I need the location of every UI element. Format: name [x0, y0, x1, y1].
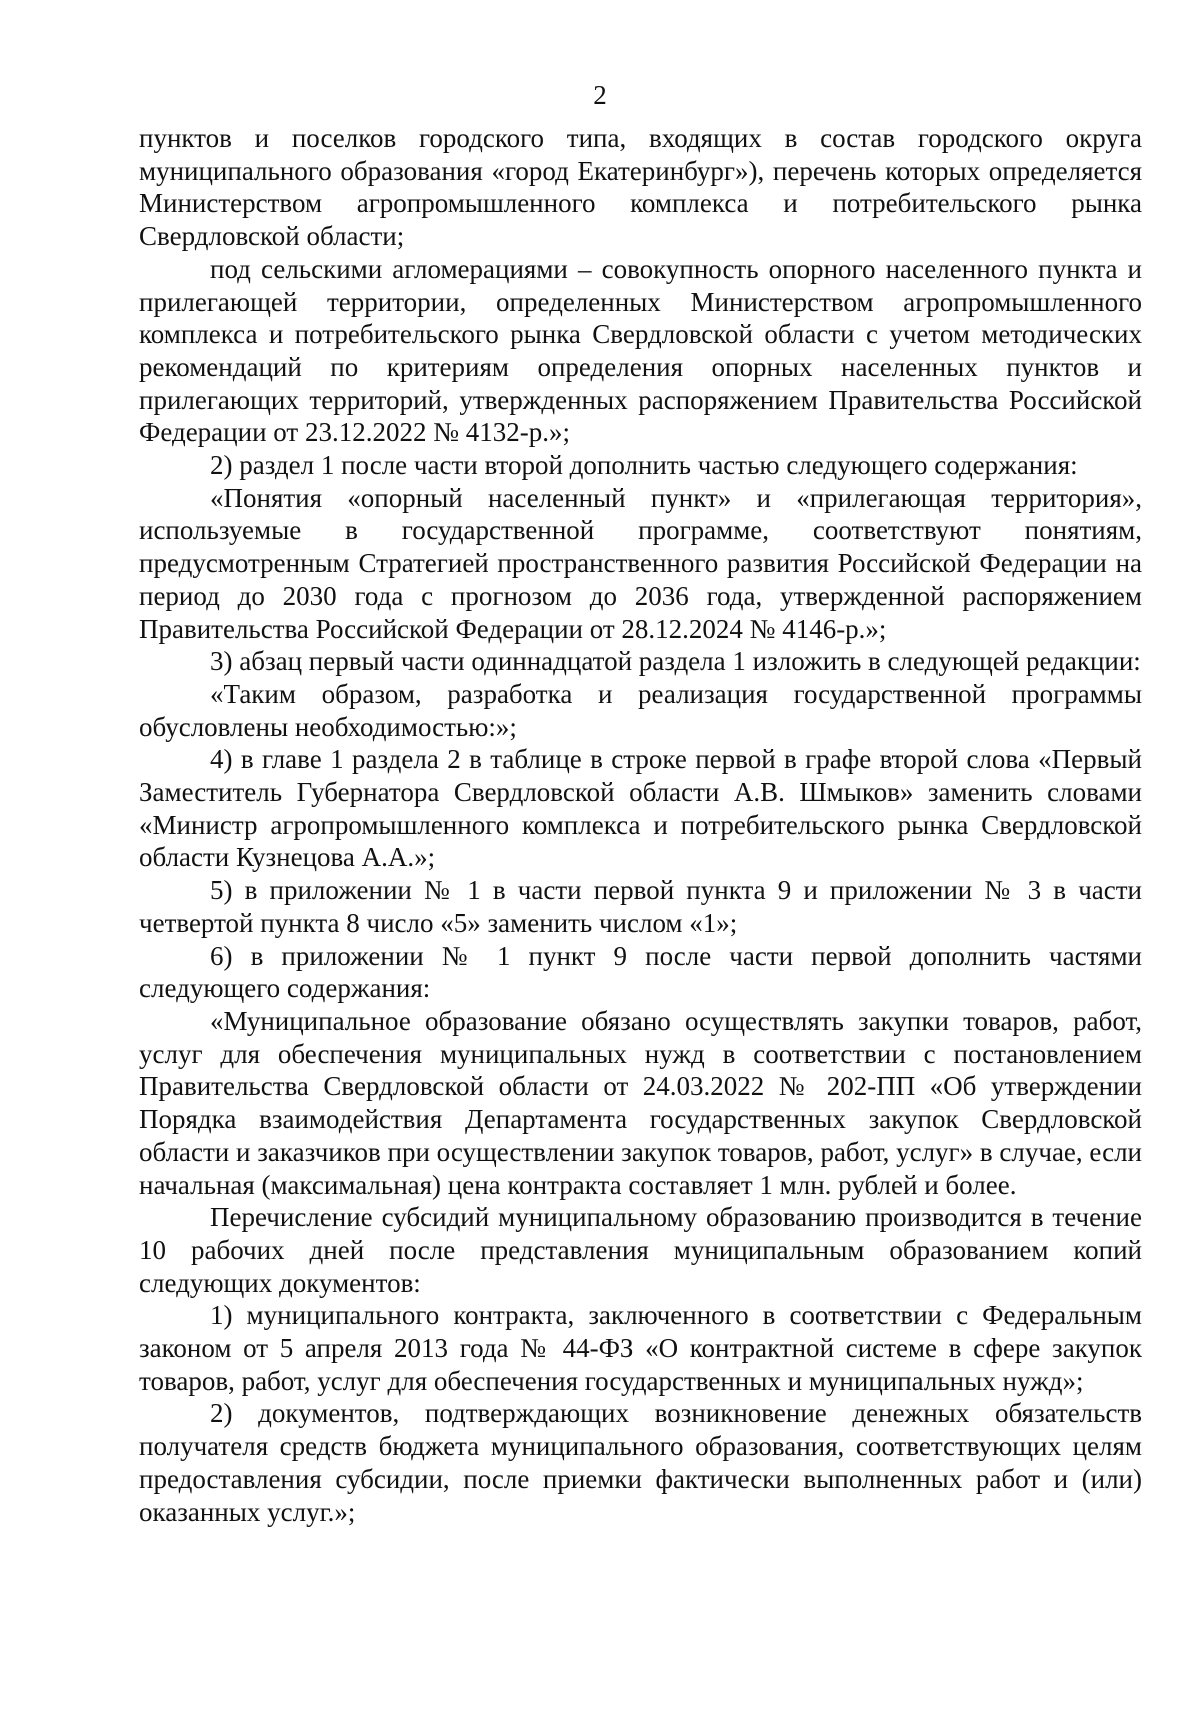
- paragraph: 5) в приложении № 1 в части первой пункта 9 и приложении № 3 в части четвертой пункта 8 число «5» заменить числом «1»;: [139, 875, 1142, 938]
- paragraph: 3) абзац первый части одиннадцатой раздела 1 изложить в следующей редакции:: [210, 646, 1141, 677]
- paragraph: 2) документов, подтверждающих возникновение денежных обязательств получателя средств бюджета муниципального образования, соответствующих целям предоставления субсидии, после приемки фактически выполненных работ и (или) оказанных услуг.»;: [139, 1398, 1142, 1527]
- paragraph: 1) муниципального контракта, заключенного в соответствии с Федеральным законом от 5 апреля 2013 года № 44-ФЗ «О контрактной системе в сфере закупок товаров, работ, услуг для обеспечения государственных и муниципальных нужд»;: [139, 1300, 1142, 1396]
- document-body: [139, 122, 1142, 1528]
- paragraph: пунктов и поселков городского типа, входящих в состав городского округа муниципального образования «город Екатеринбург»), перечень которых определяется Министерством агропромышленного комплекса и потребительского рынка Свердловской области;: [139, 123, 1142, 252]
- paragraph: 4) в главе 1 раздела 2 в таблице в строке первой в графе второй слова «Первый Заместитель Губернатора Свердловской области А.В. Шмыков» заменить словами «Министр агропромышленного комплекса и потребительского рынка Свердловской области Кузнецова А.А.»;: [139, 744, 1142, 873]
- paragraph: Перечисление субсидий муниципальному образованию производится в течение 10 рабочих дней после представления муниципальным образованием копий следующих документов:: [139, 1202, 1142, 1298]
- paragraph: «Муниципальное образование обязано осуществлять закупки товаров, работ, услуг для обеспечения муниципальных нужд в соответствии с постановлением Правительства Свердловской области от 24.03.2022 № 202-ПП «Об утверждении Порядка взаимодействия Департамента государственных закупок Свердловской области и заказчиков при осуществлении закупок товаров, работ, услуг» в случае, если начальная (максимальная) цена контракта составляет 1 млн. рублей и более.: [139, 1005, 1142, 1200]
- paragraph: «Понятия «опорный населенный пункт» и «прилегающая территория», используемые в государственной программе, соответствуют понятиям, предусмотренным Стратегией пространственного развития Российской Федерации на период до 2030 года с прогнозом до 2036 года, утвержденной распоряжением Правительства Российской Федерации от 28.12.2024 № 4146-р.»;: [139, 482, 1142, 644]
- paragraph: 2) раздел 1 после части второй дополнить частью следующего содержания:: [210, 450, 1078, 481]
- paragraph: «Таким образом, разработка и реализация государственной программы обусловлены необходимостью:»;: [139, 678, 1142, 742]
- page-number: 2: [593, 80, 607, 110]
- paragraph: под сельскими агломерациями – совокупность опорного населенного пункта и прилегающей территории, определенных Министерством агропромышленного комплекса и потребительского рынка Свердловской области с учетом методических рекомендаций по критериям определения опорных населенных пунктов и прилегающих территорий, утвержденных распоряжением Правительства Российской Федерации от 23.12.2022 № 4132-р.»;: [139, 253, 1142, 448]
- paragraph: 6) в приложении № 1 пункт 9 после части первой дополнить частями следующего содержания:: [139, 940, 1142, 1004]
